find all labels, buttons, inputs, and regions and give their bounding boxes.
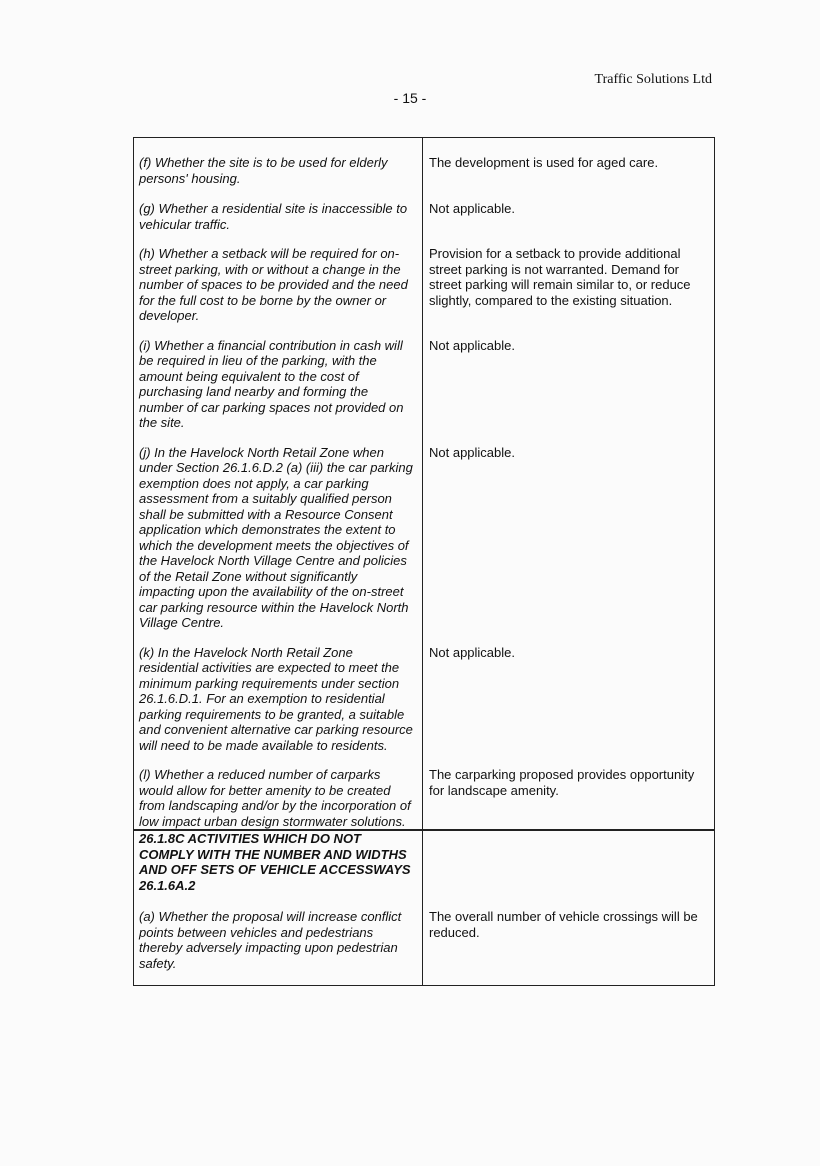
table-row <box>134 138 715 187</box>
response-text: Not applicable. <box>429 201 515 216</box>
criterion-text: (j) In the Havelock North Retail Zone when under Section 26.1.6.D.2 (a) (iii) the car parking exemption does not apply, a car parking assessment from a suitably qualified person shall be submitted with a Resource Consent application which demonstrates the extent to which the development meets the objectives of the Havelock North Village Centre and policies of the Retail Zone without significantly impacting upon the availability of the on-street car parking resource within the Havelock North Village Centre. <box>139 444 413 630</box>
table-row <box>134 431 715 631</box>
table-row <box>134 893 715 986</box>
table-row <box>134 186 715 232</box>
criterion-text: (h) Whether a setback will be required for on-street parking, with or without a change in the number of spaces to be provided and the need for the full cost to be borne by the owner or developer. <box>139 246 408 323</box>
table-row <box>134 232 715 324</box>
response-text: Not applicable. <box>429 644 515 660</box>
response-text: The overall number of vehicle crossings will be reduced. <box>429 909 698 940</box>
response-text: Provision for a setback to provide additional street parking is not warranted. Demand for street parking will remain similar to, or reduce slightly, compared to the existing situation. <box>429 246 691 308</box>
response-text: The carparking proposed provides opportunity for landscape amenity. <box>429 767 695 798</box>
criterion-text: (g) Whether a residential site is inaccessible to vehicular traffic. <box>139 201 408 232</box>
assessment-table <box>133 137 715 986</box>
table-row <box>134 631 715 754</box>
section-heading-row <box>134 830 715 893</box>
section-heading: 26.1.8C ACTIVITIES WHICH DO NOT COMPLY WITH THE NUMBER AND WIDTHS AND OFF SETS OF VEHICLE ACCESSWAYS 26.1.6A.2 <box>139 831 411 893</box>
company-name: Traffic Solutions Ltd <box>594 72 712 87</box>
criterion-text: (i) Whether a financial contribution in cash will be required in lieu of the parking, with the amount being equivalent to the cost of purchasing land nearby and forming the number of car parking spaces not provided on the site. <box>139 337 404 430</box>
table-row <box>134 753 715 830</box>
response-text: Not applicable. <box>429 444 515 460</box>
response-text: The development is used for aged care. <box>429 155 659 170</box>
criterion-text: (l) Whether a reduced number of carparks would allow for better amenity to be created from landscaping and/or by the incorporation of low impact urban design stormwater solutions. <box>139 767 411 829</box>
criterion-text: (a) Whether the proposal will increase conflict points between vehicles and pedestrians thereby adversely impacting upon pedestrian safety. <box>139 909 402 971</box>
page-number: - 15 - <box>393 90 427 106</box>
table-row <box>134 324 715 431</box>
criterion-text: (f) Whether the site is to be used for elderly persons' housing. <box>139 155 388 186</box>
response-text: Not applicable. <box>429 337 515 353</box>
criterion-text: (k) In the Havelock North Retail Zone residential activities are expected to meet the minimum parking requirements under section 26.1.6.D.1. For an exemption to residential parking requirements to be granted, a suitable and convenient alternative car parking resource will need to be made available to residents. <box>139 644 413 753</box>
